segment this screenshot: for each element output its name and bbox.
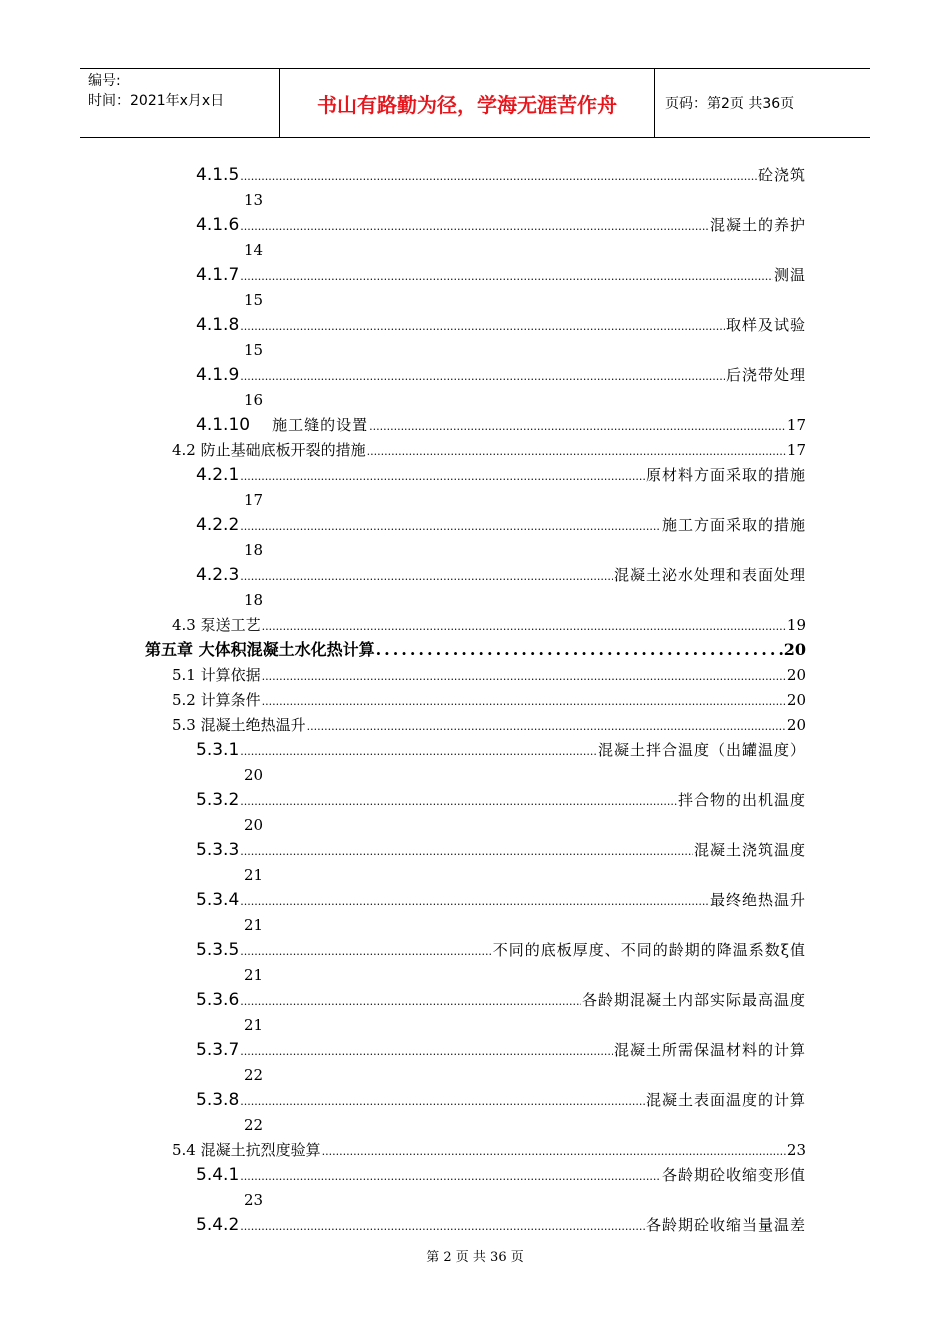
toc-leader-dots	[240, 791, 677, 813]
toc-leader-dots	[240, 1216, 645, 1238]
toc-title: 混凝土表面温度的计算	[645, 1091, 806, 1109]
toc-entry[interactable]	[196, 264, 806, 286]
toc-number: 4.1.6	[196, 215, 240, 235]
toc-title: 各龄期砼收缩变形值	[661, 1166, 806, 1184]
toc-leader-dots	[240, 1091, 645, 1113]
toc-number: 5.3.7	[196, 1040, 240, 1060]
code-label: 编号:	[88, 73, 121, 89]
toc-number: 5.3.3	[196, 840, 240, 860]
toc-title: 砼浇筑	[757, 166, 806, 184]
toc-number: 5.3.8	[196, 1090, 240, 1110]
toc-leader-dots	[262, 616, 786, 638]
toc-leader-dots	[262, 666, 786, 688]
toc-page-number: 15	[244, 291, 264, 309]
toc-title: 取样及试验	[725, 316, 806, 334]
toc-leader-dots	[240, 1166, 661, 1188]
toc-entry[interactable]	[196, 1214, 806, 1236]
toc-number: 5.3.4	[196, 890, 240, 910]
toc-number: 5.3.1	[196, 740, 240, 760]
toc-page-number: 16	[244, 391, 264, 409]
toc-leader-dots	[240, 216, 709, 238]
toc-entry[interactable]	[172, 614, 806, 636]
toc-leader-dots	[240, 941, 491, 963]
toc-leader-dots	[376, 639, 783, 661]
toc-page-number: 20	[783, 640, 806, 659]
toc-leader-dots	[322, 1141, 786, 1163]
toc-page-number: 22	[244, 1116, 264, 1134]
toc-title: 最终绝热温升	[709, 891, 806, 909]
toc-leader-dots	[240, 316, 725, 338]
toc-page-number: 20	[786, 716, 806, 734]
toc-entry[interactable]	[172, 439, 806, 461]
toc-page-number: 18	[244, 591, 264, 609]
header-page-label: 页码：第2页 共36页	[665, 96, 795, 112]
toc-entry[interactable]	[172, 689, 806, 711]
toc-page-number: 17	[786, 441, 806, 459]
toc-entry[interactable]	[196, 514, 806, 536]
toc-leader-dots	[262, 691, 786, 713]
toc-entry[interactable]	[196, 839, 806, 861]
toc-entry[interactable]	[196, 164, 806, 186]
toc-title: 施工方面采取的措施	[661, 516, 806, 534]
toc-number: 4.1.10	[196, 415, 251, 435]
toc-entry[interactable]	[172, 664, 806, 686]
toc-entry[interactable]	[196, 564, 806, 586]
toc-entry[interactable]	[196, 1039, 806, 1061]
toc-title: 混凝土拌合温度（出罐温度）	[597, 741, 806, 759]
toc-title: 5.1 计算依据	[172, 666, 261, 684]
toc-page-number: 19	[786, 616, 806, 634]
toc-page-number: 17	[244, 491, 264, 509]
toc-title: 5.3 混凝土绝热温升	[172, 716, 306, 734]
toc-page-number: 21	[244, 916, 264, 934]
toc-number: 4.1.8	[196, 315, 240, 335]
toc-entry[interactable]	[196, 464, 806, 486]
toc-page-number: 20	[244, 816, 264, 834]
toc-title: 原材料方面采取的措施	[645, 466, 806, 484]
toc-entry[interactable]	[145, 639, 806, 661]
toc-entry[interactable]	[196, 1164, 806, 1186]
toc-page-number: 20	[786, 666, 806, 684]
toc-entry[interactable]	[196, 214, 806, 236]
toc-page-number: 18	[244, 541, 264, 559]
toc-number: 5.4.1	[196, 1165, 240, 1185]
toc-page-number: 22	[244, 1066, 264, 1084]
toc-number: 5.3.6	[196, 990, 240, 1010]
toc-title: 5.4 混凝土抗烈度验算	[172, 1141, 321, 1159]
toc-title: 混凝土所需保温材料的计算	[613, 1041, 806, 1059]
toc-leader-dots	[240, 566, 613, 588]
toc-title: 不同的底板厚度、不同的龄期的降温系数ξ值	[492, 941, 806, 959]
toc-leader-dots	[240, 516, 661, 538]
toc-leader-dots	[240, 466, 645, 488]
date-label: 时间：2021年x月x日	[88, 93, 225, 109]
toc-page-number: 21	[244, 866, 264, 884]
toc-title: 各龄期混凝土内部实际最高温度	[581, 991, 806, 1009]
toc-entry[interactable]	[196, 314, 806, 336]
toc-entry[interactable]	[172, 714, 806, 736]
toc-page-number: 20	[244, 766, 264, 784]
toc-entry[interactable]	[196, 939, 806, 961]
toc-page-number: 23	[244, 1191, 264, 1209]
toc-entry[interactable]	[196, 364, 806, 386]
toc-leader-dots	[240, 891, 709, 913]
toc-title: 测温	[773, 266, 806, 284]
toc-entry[interactable]	[196, 789, 806, 811]
toc-number: 4.2.3	[196, 565, 240, 585]
toc-leader-dots	[240, 366, 725, 388]
toc-page-number: 23	[786, 1141, 806, 1159]
toc-entry[interactable]	[196, 739, 806, 761]
toc-title: 施工缝的设置	[272, 416, 369, 434]
toc-chapter-title: 第五章 大体积混凝土水化热计算	[145, 640, 375, 659]
toc-title: 5.2 计算条件	[172, 691, 261, 709]
toc-entry[interactable]	[172, 1139, 806, 1161]
toc-title: 混凝土泌水处理和表面处理	[613, 566, 806, 584]
toc-leader-dots	[369, 416, 786, 438]
toc-leader-dots	[240, 266, 773, 288]
toc-entry[interactable]	[196, 1089, 806, 1111]
toc-number: 4.2.2	[196, 515, 240, 535]
toc-page-number: 20	[786, 691, 806, 709]
toc-leader-dots	[240, 166, 757, 188]
toc-leader-dots	[240, 741, 597, 763]
toc-leader-dots	[307, 716, 786, 738]
toc-page-number: 21	[244, 1016, 264, 1034]
toc-title: 拌合物的出机温度	[677, 791, 806, 809]
toc-number: 4.2.1	[196, 465, 240, 485]
toc-leader-dots	[240, 841, 693, 863]
toc-page-number: 21	[244, 966, 264, 984]
toc-page-number: 15	[244, 341, 264, 359]
toc-title: 后浇带处理	[725, 366, 806, 384]
toc-leader-dots	[367, 441, 786, 463]
toc-number: 4.1.7	[196, 265, 240, 285]
toc-number: 4.1.9	[196, 365, 240, 385]
toc-title: 4.2 防止基础底板开裂的措施	[172, 441, 366, 459]
toc-title: 混凝土浇筑温度	[693, 841, 806, 859]
toc-leader-dots	[240, 991, 581, 1013]
toc-entry[interactable]	[196, 989, 806, 1011]
toc-title: 4.3 泵送工艺	[172, 616, 261, 634]
header-motto: 书山有路勤为径，学海无涯苦作舟	[280, 69, 655, 137]
toc-title: 混凝土的养护	[709, 216, 806, 234]
toc-title: 各龄期砼收缩当量温差	[645, 1216, 806, 1234]
toc-page-number: 14	[244, 241, 264, 259]
toc-number: 5.4.2	[196, 1215, 240, 1235]
toc-leader-dots	[240, 1041, 613, 1063]
toc-number: 5.3.2	[196, 790, 240, 810]
toc-page-number: 13	[244, 191, 264, 209]
toc-entry[interactable]	[196, 889, 806, 911]
toc-number: 4.1.5	[196, 165, 240, 185]
toc-number: 5.3.5	[196, 940, 240, 960]
toc-page-number: 17	[786, 416, 806, 434]
toc-entry[interactable]	[196, 414, 806, 436]
page-footer: 第 2 页 共 36 页	[426, 1250, 524, 1265]
